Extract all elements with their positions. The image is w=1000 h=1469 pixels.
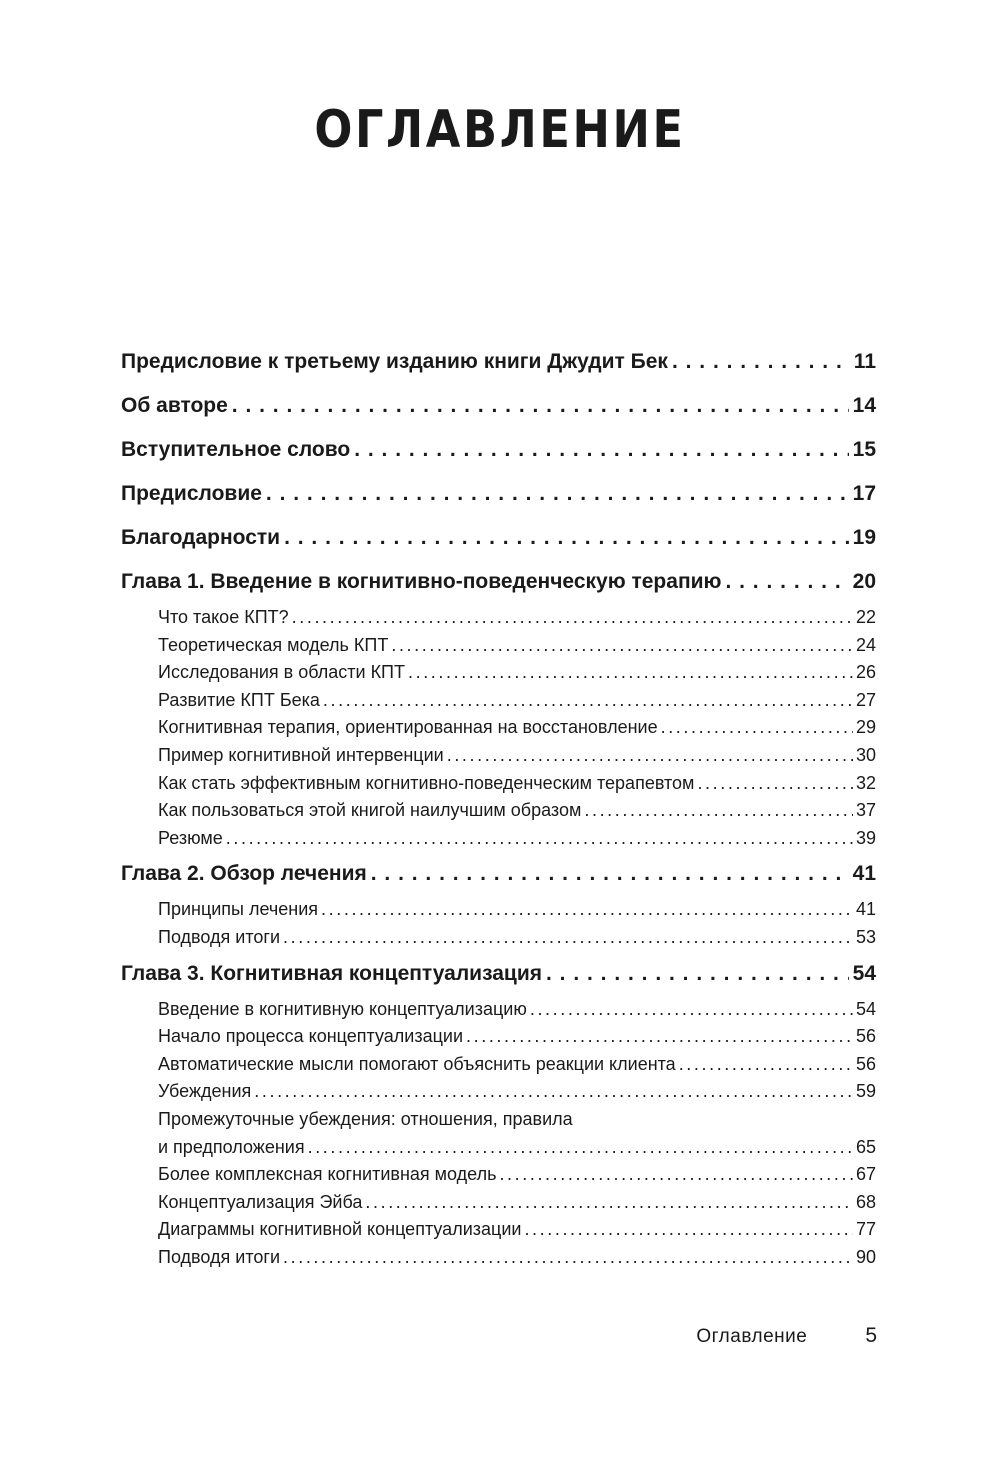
toc-subentry <box>121 1078 876 1106</box>
toc-subentry <box>121 1244 876 1272</box>
toc-entry-page: 20 <box>852 570 876 593</box>
toc-entry-page: 41 <box>852 862 876 886</box>
toc-subentry-label: Начало процесса концептуализации <box>158 1026 464 1047</box>
dot-leader <box>391 632 853 660</box>
dot-leader <box>365 1189 853 1217</box>
toc-subentry-page: 37 <box>855 800 876 821</box>
toc-subentry <box>121 1051 876 1079</box>
page-title: ОГЛАВЛЕНИЕ <box>314 100 686 160</box>
toc-subentry <box>121 996 876 1024</box>
dot-leader <box>725 560 848 604</box>
toc-entry-page: 11 <box>853 350 876 373</box>
toc-subentry-page: 54 <box>855 998 876 1019</box>
toc-subentry-label: Развитие КПТ Бека <box>158 689 320 710</box>
toc-subentry-label: Введение в когнитивную концептуализацию <box>158 998 527 1019</box>
toc-subentry <box>121 604 876 632</box>
dot-leader <box>283 924 853 952</box>
toc-entry-page: 17 <box>852 482 876 505</box>
toc-subentry <box>121 825 876 853</box>
dot-leader <box>232 384 849 428</box>
toc-subentry-page: 26 <box>855 662 876 683</box>
toc-subentry-page: 53 <box>855 926 876 947</box>
toc-subentry <box>121 797 876 825</box>
toc-entry-label: Благодарности <box>121 526 281 549</box>
toc-chapter-entry <box>121 952 876 996</box>
toc-subentry <box>121 1189 876 1217</box>
toc-subentry-label: Исследования в области КПТ <box>158 662 405 683</box>
toc-subentry-label: Принципы лечения <box>158 899 319 920</box>
dot-leader <box>308 1134 853 1162</box>
dot-leader <box>499 1161 853 1189</box>
toc-entry-label: Предисловие к третьему изданию книги Джудит Бек <box>121 350 668 373</box>
page-number: 5 <box>865 1324 877 1347</box>
toc-subentry-label: Пример когнитивной интервенции <box>158 744 444 765</box>
toc-subentry-label: Что такое КПТ? <box>158 607 289 627</box>
toc-subentry-page: 39 <box>855 827 876 848</box>
table-of-contents <box>121 340 876 1271</box>
toc-entry-label: Предисловие <box>121 482 262 505</box>
toc-subentry <box>121 896 876 924</box>
toc-subentry-label: Когнитивная терапия, ориентированная на восстановление <box>158 717 658 738</box>
toc-subentry-page: 22 <box>855 607 876 627</box>
toc-subentry-label: Концептуализация Эйба <box>158 1191 363 1212</box>
toc-subentry <box>121 714 876 742</box>
dot-leader <box>546 952 849 996</box>
dot-leader <box>672 340 850 384</box>
toc-subentry <box>121 924 876 952</box>
toc-subentry <box>121 742 876 770</box>
toc-chapter-entry <box>121 560 876 604</box>
toc-entry-label: Об авторе <box>121 394 228 417</box>
dot-leader <box>323 687 853 715</box>
toc-subentry <box>121 1161 876 1189</box>
dot-leader <box>266 472 849 516</box>
toc-subentry-label: Резюме <box>158 827 223 848</box>
toc-entry <box>121 384 876 428</box>
dot-leader <box>283 1244 853 1272</box>
toc-subentry-page: 30 <box>855 744 876 765</box>
toc-subentry-page: 27 <box>855 689 876 710</box>
toc-subentry <box>121 632 876 660</box>
running-title: Оглавление <box>696 1326 808 1347</box>
toc-chapter-entry <box>121 852 876 896</box>
toc-subentry <box>121 659 876 687</box>
page-footer <box>0 1324 877 1348</box>
toc-subentry-label: и предположения <box>158 1136 305 1157</box>
dot-leader <box>292 604 853 632</box>
dot-leader <box>408 659 853 687</box>
toc-subentry-label: Автоматические мысли помогают объяснить реакции клиента <box>158 1053 676 1074</box>
toc-subentry-label: Более комплексная когнитивная модель <box>158 1164 497 1185</box>
toc-subentry <box>121 1134 876 1162</box>
dot-leader <box>354 428 848 472</box>
toc-subentry-label: Подводя итоги <box>158 926 281 947</box>
toc-subentry-page: 29 <box>855 717 876 738</box>
dot-leader <box>530 996 853 1024</box>
toc-entry-page: 15 <box>852 438 876 461</box>
toc-subentry-page: 90 <box>855 1246 876 1267</box>
toc-entry-label: Глава 1. Введение в когнитивно-поведенческую терапию <box>121 570 722 593</box>
toc-subentry <box>121 1216 876 1244</box>
dot-leader <box>447 742 853 770</box>
dot-leader <box>254 1078 853 1106</box>
toc-subentry-page: 32 <box>855 772 876 793</box>
dot-leader <box>584 797 853 825</box>
toc-subentry-page: 41 <box>855 899 876 920</box>
toc-subentry-page: 65 <box>855 1136 876 1157</box>
toc-subentry-label: Как стать эффективным когнитивно-поведенческим терапевтом <box>158 772 695 793</box>
toc-subentry <box>121 687 876 715</box>
dot-leader <box>661 714 853 742</box>
toc-subentry-label: Подводя итоги <box>158 1246 281 1267</box>
toc-subentry <box>121 1023 876 1051</box>
toc-subentry-label: Как пользоваться этой книгой наилучшим образом <box>158 800 582 821</box>
dot-leader <box>524 1216 853 1244</box>
toc-subentry-label: Теоретическая модель КПТ <box>158 634 389 655</box>
toc-subentry-label: Убеждения <box>158 1081 252 1102</box>
toc-entry-label: Глава 3. Когнитивная концептуализация <box>121 961 542 985</box>
dot-leader <box>284 516 849 560</box>
toc-entry-page: 54 <box>852 961 876 985</box>
toc-subentry-page: 24 <box>855 634 876 655</box>
toc-subentry-page: 67 <box>855 1164 876 1185</box>
dot-leader <box>226 825 853 853</box>
toc-subentry-first-line: Промежуточные убеждения: отношения, правила <box>158 1108 573 1129</box>
toc-subentry-page: 59 <box>855 1081 876 1102</box>
toc-subentry-page: 56 <box>855 1026 876 1047</box>
toc-subentry-page: 56 <box>855 1053 876 1074</box>
toc-subentry-page: 68 <box>855 1191 876 1212</box>
dot-leader <box>697 770 853 798</box>
dot-leader <box>321 896 853 924</box>
toc-entry-page: 19 <box>852 526 876 549</box>
dot-leader <box>679 1051 853 1079</box>
toc-entry-label: Вступительное слово <box>121 438 351 461</box>
toc-entry-page: 14 <box>852 394 876 417</box>
toc-subentry <box>121 770 876 798</box>
toc-subentry-page: 77 <box>855 1219 876 1240</box>
toc-entry <box>121 340 876 384</box>
toc-entry-label: Глава 2. Обзор лечения <box>121 862 367 886</box>
toc-entry <box>121 472 876 516</box>
toc-entry <box>121 428 876 472</box>
dot-leader <box>466 1023 853 1051</box>
toc-subentry-label: Диаграммы когнитивной концептуализации <box>158 1219 522 1240</box>
dot-leader <box>371 852 849 896</box>
toc-entry <box>121 516 876 560</box>
